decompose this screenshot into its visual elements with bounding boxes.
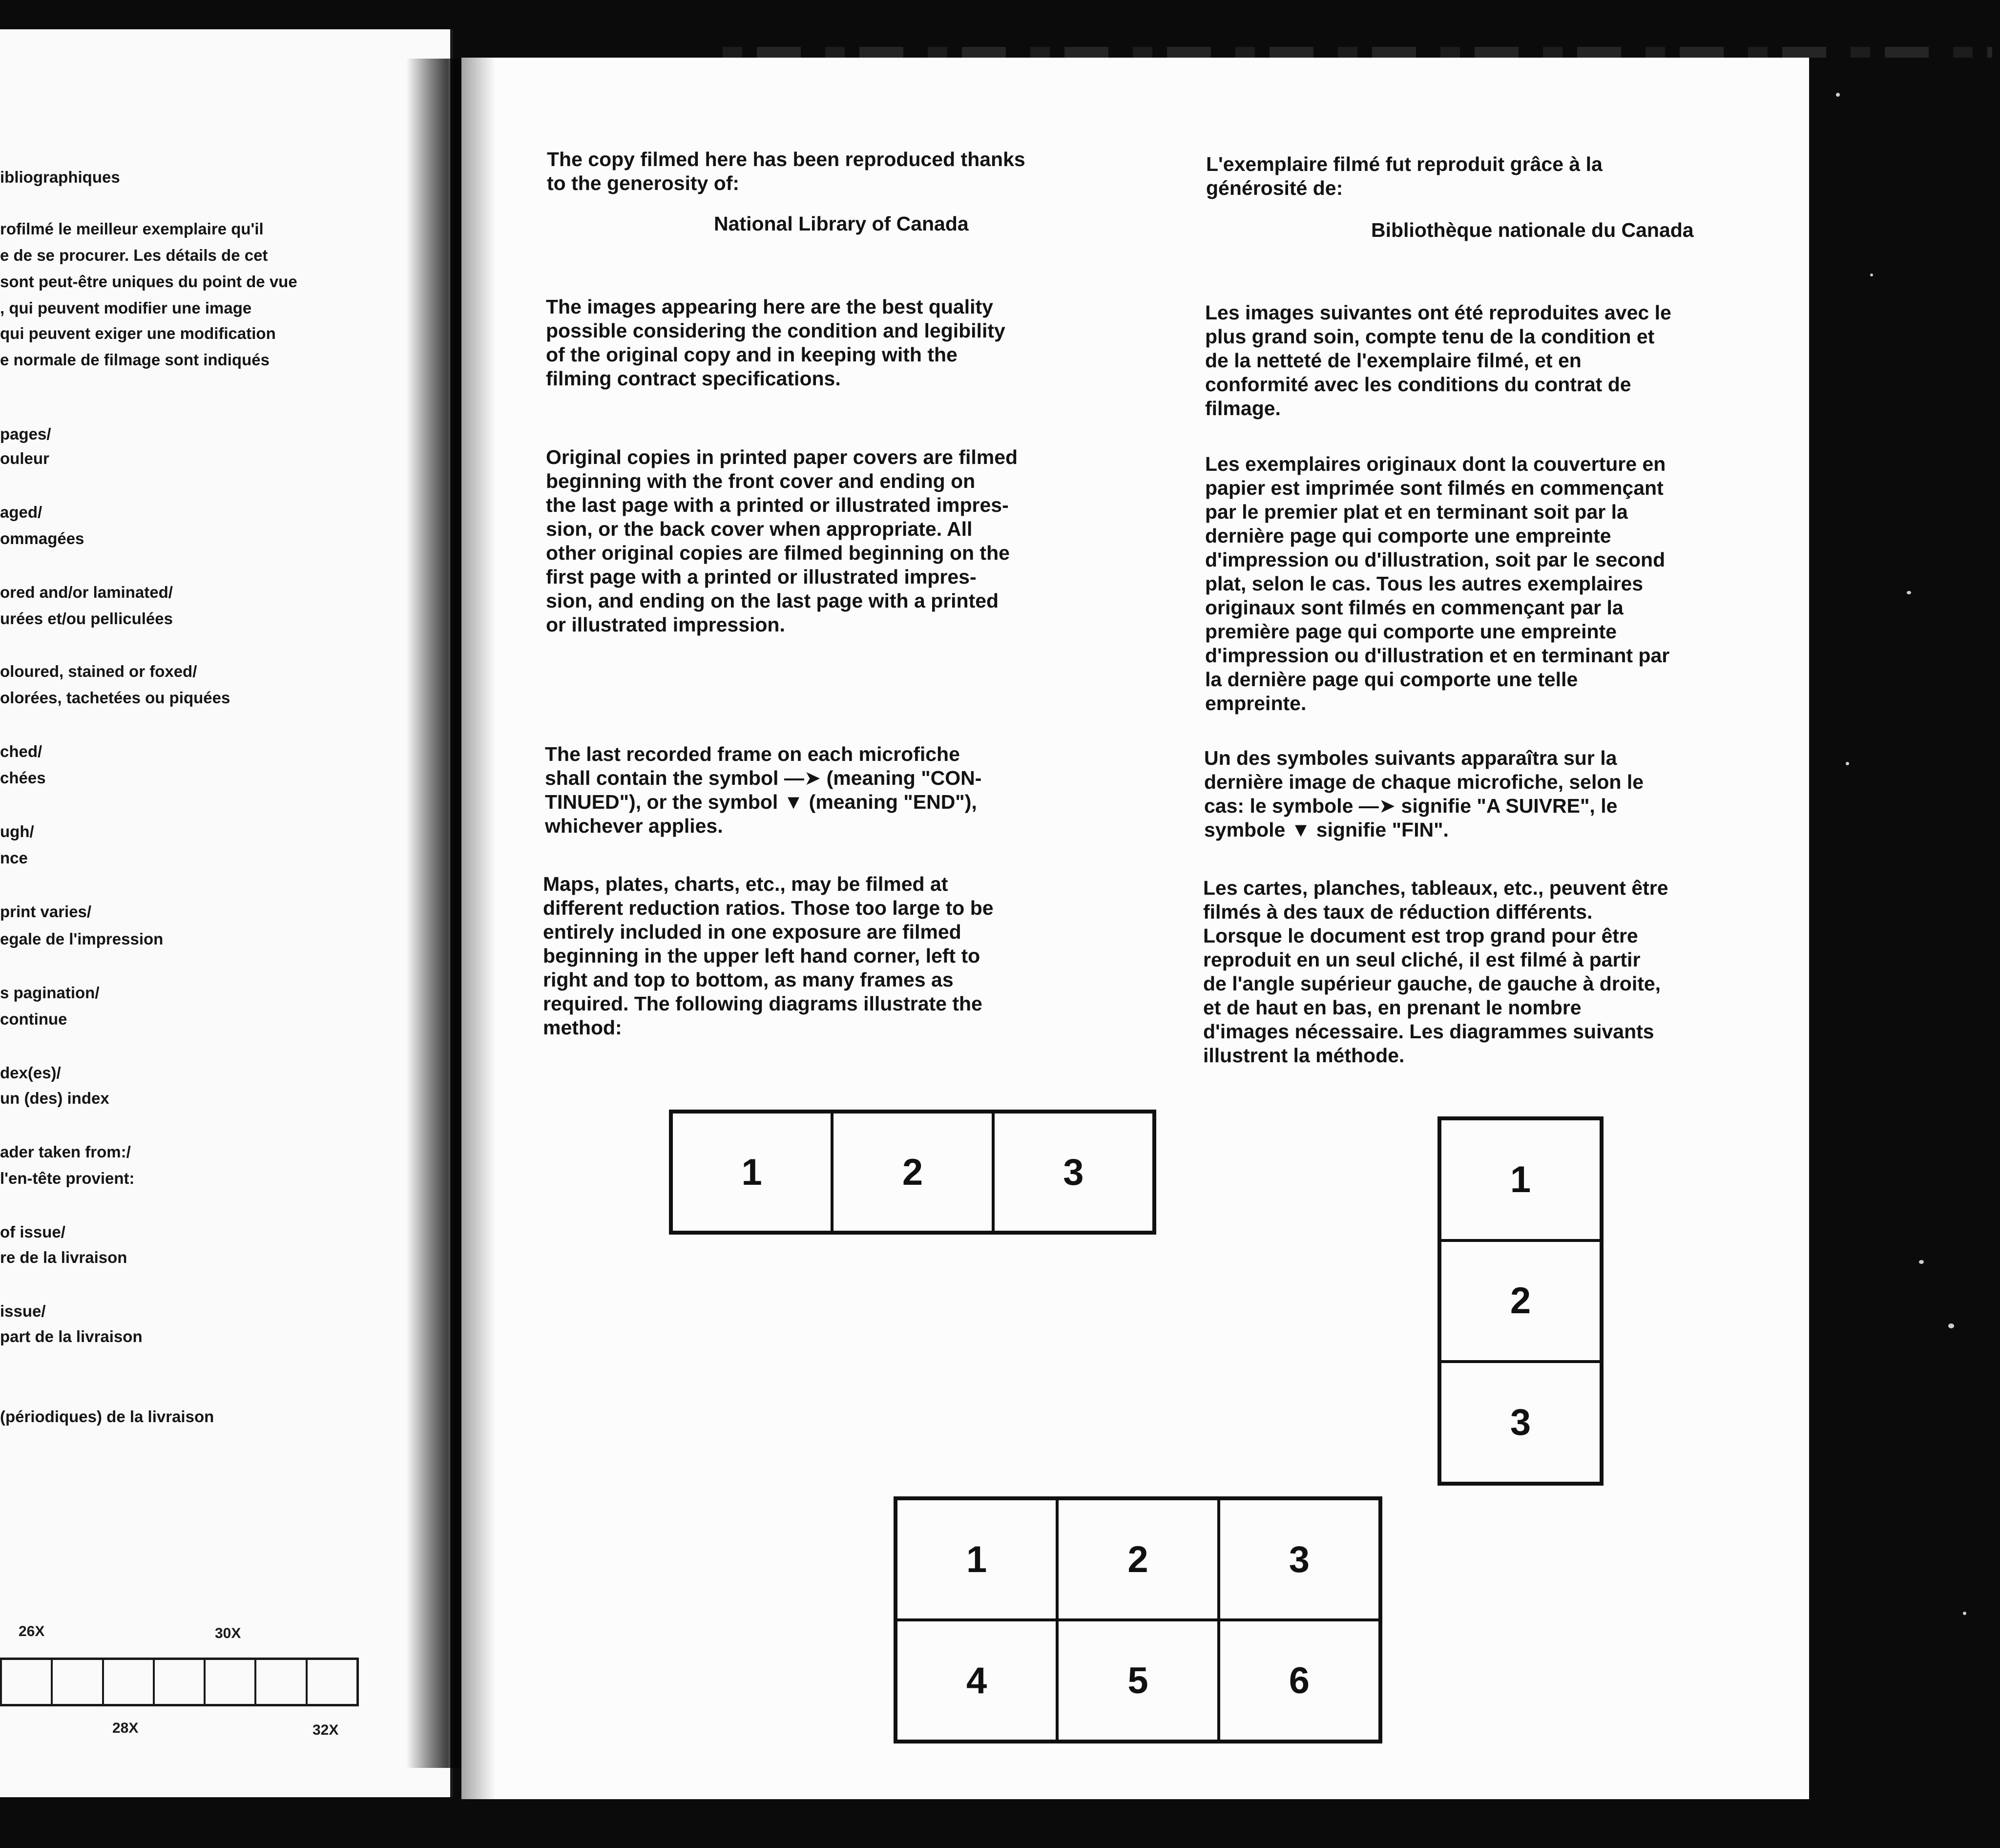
left-page-line: issue/: [0, 1302, 46, 1320]
english-maps-block: [543, 872, 1104, 1040]
english-maps-paragraph: Maps, plates, charts, etc., may be filmed at different reduction ratios. Those too large to be entirely included in one exposure are filmed beginning in the upper left hand corner, left to right and top to bottom, as many frames as required. The following diagrams illustrate the method:: [543, 873, 994, 1039]
dust-speck: [1846, 762, 1849, 765]
english-covers-block: [546, 445, 1107, 637]
ruler-label-28x: 28X: [112, 1720, 139, 1736]
film-scratch-marks: [723, 47, 1992, 58]
frame-cell: 1: [1440, 1119, 1601, 1240]
frame-cell: 3: [1219, 1499, 1380, 1620]
left-page-line: qui peuvent exiger une modification: [0, 324, 276, 342]
left-page-line: continue: [0, 1010, 67, 1028]
french-institution: [1371, 219, 1694, 242]
french-symbols-paragraph: Un des symboles suivants apparaîtra sur la dernière image de chaque microfiche, selon le cas: le symbole —➤ signifie "A SUIVRE", le symbole ▼ signifie "FIN".: [1204, 747, 1644, 841]
institution-name: National Library of Canada: [714, 212, 969, 235]
diagram-vertical-three-frames: [1438, 1116, 1604, 1486]
dust-speck: [1836, 93, 1840, 97]
left-page-line: of issue/: [0, 1223, 65, 1241]
english-credit-paragraph: The copy filmed here has been reproduced thanks to the generosity of:: [547, 148, 1025, 194]
frame-cell: 4: [896, 1620, 1057, 1741]
left-page-line: pages/: [0, 425, 51, 443]
english-symbols-paragraph: The last recorded frame on each microfiche shall contain the symbol —➤ (meaning "CON- TINUED"), or the symbol ▼ (meaning "END"), whichever applies.: [545, 743, 982, 837]
frame-cell: 1: [671, 1112, 832, 1232]
left-page-line: ugh/: [0, 822, 34, 840]
frame-cell: 3: [1440, 1362, 1601, 1483]
left-page-line: egale de l'impression: [0, 930, 164, 948]
gutter-shadow: [406, 59, 465, 1768]
ruler-cell: [153, 1660, 204, 1704]
left-page-line: print varies/: [0, 903, 92, 921]
english-quality-block: [546, 295, 1107, 391]
left-page-line: sont peut-être uniques du point de vue: [0, 273, 297, 291]
english-column: [547, 147, 1108, 195]
institution-name: Bibliothèque nationale du Canada: [1371, 219, 1694, 241]
left-page-line: un (des) index: [0, 1089, 109, 1107]
left-page-line: e de se procurer. Les détails de cet: [0, 246, 268, 264]
french-column: [1206, 152, 1768, 200]
left-page-line: e normale de filmage sont indiqués: [0, 351, 270, 369]
dust-speck: [1919, 1260, 1924, 1264]
english-quality-paragraph: The images appearing here are the best quality possible considering the condition and legibility of the original copy and in keeping with the filming contract specifications.: [546, 295, 1005, 390]
french-covers-paragraph: Les exemplaires originaux dont la couverture en papier est imprimée sont filmés en commençant par le premier plat et en terminant soit par la dernière page qui comporte une empreinte d'impression ou d'illustration, soit par le second plat, selon le cas. Tous les autres exemplaires originaux sont filmés en commençant par la première page qui comporte une empreinte d'impression ou d'illustration et en terminant par la dernière page qui comporte une telle empreinte.: [1205, 453, 1670, 714]
french-quality-paragraph: Les images suivantes ont été reproduites avec le plus grand soin, compte tenu de la condition et de la netteté de l'exemplaire filmé, et en conformité avec les conditions du contrat de filmage.: [1205, 301, 1671, 420]
frame-cell: 1: [896, 1499, 1057, 1620]
frame-cell: 2: [1440, 1240, 1601, 1362]
left-page-line: part de la livraison: [0, 1327, 143, 1345]
dust-speck: [1907, 591, 1911, 594]
french-maps-block: [1203, 876, 1765, 1068]
diagram-grid-six-frames: [894, 1496, 1382, 1743]
ruler-label-26x: 26X: [19, 1623, 45, 1639]
ruler-cell: [254, 1660, 305, 1704]
gutter-shadow: [461, 58, 496, 1799]
left-page: [0, 29, 453, 1797]
ruler-cell: [306, 1660, 356, 1704]
left-page-line: oloured, stained or foxed/: [0, 662, 197, 680]
french-maps-paragraph: Les cartes, planches, tableaux, etc., peuvent être filmés à des taux de réduction différents. Lorsque le document est trop grand pour être reproduit en un seul cliché, il est filmé à partir de l'angle supérieur gauche, de gauche à droite, et de haut en bas, en prenant le nombre d'images nécessaire. Les diagrammes suivants illustrent la méthode.: [1203, 877, 1668, 1067]
left-page-line: olorées, tachetées ou piquées: [0, 689, 230, 707]
left-page-line: ouleur: [0, 449, 49, 467]
ruler-cell: [51, 1660, 102, 1704]
dust-speck: [1963, 1612, 1966, 1615]
left-page-line: aged/: [0, 503, 42, 521]
left-page-line: ader taken from:/: [0, 1143, 131, 1161]
frame-cell: 2: [832, 1112, 993, 1232]
dust-speck: [1870, 273, 1873, 276]
left-page-line: (périodiques) de la livraison: [0, 1407, 214, 1426]
left-page-line: s pagination/: [0, 984, 100, 1002]
frame-cell: 3: [993, 1112, 1154, 1232]
left-page-line: l'en-tête provient:: [0, 1169, 135, 1187]
left-page-line: , qui peuvent modifier une image: [0, 299, 252, 317]
reduction-ratio-ruler: [0, 1658, 359, 1706]
english-covers-paragraph: Original copies in printed paper covers are filmed beginning with the front cover and ending on the last page with a printed or illustrated impres- sion, or the back cover when appropriate. All other original copies are filmed beginning on the first page with a printed or illustrated impres- sion, and ending on the last page with a printed or illustrated impression.: [546, 446, 1018, 636]
left-page-line: ommagées: [0, 529, 84, 547]
french-quality-block: [1205, 301, 1767, 420]
ruler-label-30x: 30X: [215, 1625, 241, 1641]
ruler-label-32x: 32X: [312, 1722, 339, 1738]
left-page-line: nce: [0, 849, 28, 867]
frame-cell: 2: [1057, 1499, 1218, 1620]
left-page-line: dex(es)/: [0, 1064, 61, 1082]
frame-cell: 5: [1057, 1620, 1218, 1741]
french-credit-paragraph: L'exemplaire filmé fut reproduit grâce à la générosité de:: [1206, 153, 1603, 199]
english-institution: [714, 212, 969, 235]
english-symbols-block: [545, 742, 1106, 838]
french-symbols-block: [1204, 746, 1766, 842]
left-page-line: ored and/or laminated/: [0, 583, 173, 601]
left-page-line: rofilmé le meilleur exemplaire qu'il: [0, 220, 264, 238]
left-page-line: urées et/ou pelliculées: [0, 609, 173, 628]
ruler-cell: [0, 1660, 51, 1704]
left-page-line: re de la livraison: [0, 1248, 127, 1266]
ruler-cell: [204, 1660, 254, 1704]
diagram-horizontal-three-frames: [669, 1110, 1156, 1235]
frame-cell: 6: [1219, 1620, 1380, 1741]
french-covers-block: [1205, 452, 1767, 715]
left-page-line: ibliographiques: [0, 168, 120, 186]
left-page-line: ched/: [0, 742, 42, 760]
ruler-cell: [102, 1660, 153, 1704]
left-page-line: chées: [0, 769, 46, 787]
dust-speck: [1948, 1323, 1954, 1328]
